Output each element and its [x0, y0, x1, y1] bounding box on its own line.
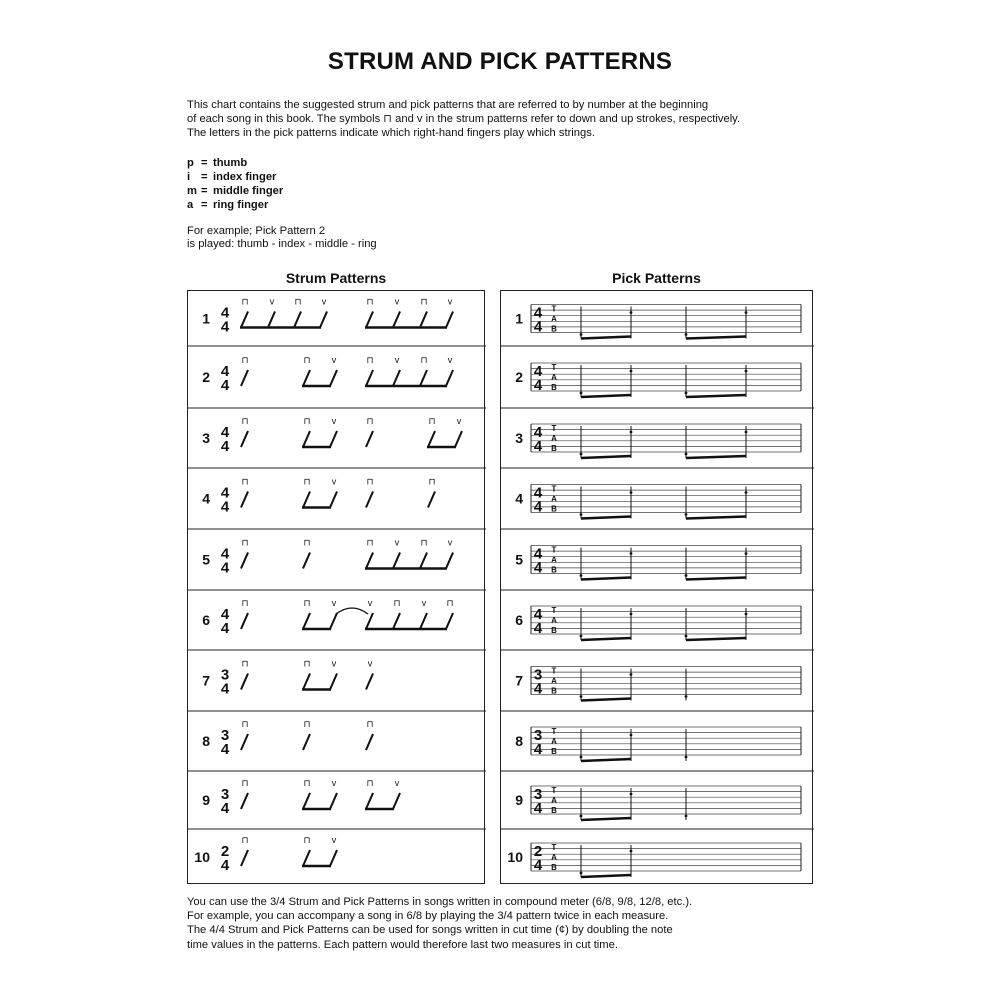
down-stroke-mark: ⊓ — [241, 719, 249, 729]
tab-letter: A — [551, 737, 557, 746]
strum-slash — [428, 431, 435, 447]
up-stroke-mark: v — [447, 355, 453, 365]
down-stroke-mark: ⊓ — [241, 778, 249, 788]
up-stroke-mark: v — [394, 296, 400, 307]
strum-slash — [241, 613, 248, 629]
tab-letter: B — [551, 806, 557, 815]
strum-slash — [366, 492, 373, 508]
footer-paragraph — [187, 895, 827, 952]
tab-letter: T — [551, 484, 557, 494]
pick-note — [630, 613, 633, 616]
pick-note — [630, 370, 633, 373]
down-stroke-mark: ⊓ — [366, 719, 374, 729]
time-signature-bottom: 4 — [220, 377, 230, 394]
down-stroke-mark: ⊓ — [294, 296, 302, 307]
pick-note — [685, 333, 688, 336]
pick-note — [580, 333, 583, 336]
pick-note — [580, 453, 583, 456]
legend-row: m = middle finger — [187, 185, 284, 197]
legend-label: thumb — [213, 157, 248, 169]
down-stroke-mark: ⊓ — [366, 416, 374, 426]
time-signature-bottom: 4 — [220, 498, 230, 516]
tab-letter: A — [551, 434, 557, 443]
example-line: is played: thumb - index - middle - ring — [187, 238, 377, 250]
strum-slash — [241, 370, 248, 386]
strum-slash — [366, 431, 373, 447]
pick-note — [745, 552, 748, 555]
tab-letter: T — [551, 606, 557, 615]
down-stroke-mark: ⊓ — [303, 835, 311, 845]
pick-note — [630, 311, 633, 314]
pick-note — [745, 431, 748, 434]
legend-row: i = index finger — [187, 171, 277, 183]
legend-key: i — [187, 171, 191, 183]
strum-patterns-panel — [187, 290, 485, 884]
pattern-number: 9 — [515, 792, 523, 808]
strum-slash — [420, 553, 427, 569]
pick-note — [685, 392, 688, 395]
strum-slash — [330, 492, 337, 508]
tab-letter: B — [551, 324, 557, 334]
tab-letter: B — [551, 383, 557, 392]
pick-note — [685, 574, 688, 577]
legend-label: index finger — [213, 171, 277, 183]
pattern-number: 4 — [515, 490, 523, 507]
time-signature-top: 3 — [533, 786, 543, 803]
time-signature-top: 4 — [533, 363, 543, 380]
down-stroke-mark: ⊓ — [366, 778, 374, 788]
pick-note — [580, 392, 583, 395]
strum-slash — [241, 553, 248, 569]
footer-line: time values in the patterns. Each pattern would therefore last two measures in cut time. — [187, 938, 618, 951]
time-signature-top: 3 — [533, 727, 543, 744]
strum-slash — [366, 312, 373, 328]
pattern-number: 8 — [515, 733, 523, 749]
strum-slash — [446, 312, 453, 328]
footer-line: The 4/4 Strum and Pick Patterns can be used for songs written in cut time (¢) by doubling the note — [187, 924, 673, 937]
pick-beam — [581, 759, 631, 761]
pick-note — [745, 311, 748, 314]
down-stroke-mark: ⊓ — [303, 476, 311, 487]
tab-letter: B — [551, 686, 557, 696]
pick-note — [580, 872, 583, 875]
time-signature-bottom: 4 — [533, 800, 543, 817]
pick-note — [685, 815, 688, 818]
pick-note — [630, 734, 633, 737]
strum-slash — [420, 613, 427, 629]
strum-slash — [303, 370, 310, 386]
time-signature-bottom: 4 — [220, 318, 230, 336]
down-stroke-mark: ⊓ — [241, 296, 249, 307]
down-stroke-mark: ⊓ — [303, 778, 311, 788]
up-stroke-mark: v — [421, 598, 427, 608]
time-signature-bottom: 4 — [533, 680, 543, 698]
time-signature-bottom: 4 — [533, 438, 543, 455]
up-stroke-mark: v — [331, 416, 337, 426]
pick-note — [685, 453, 688, 456]
pick-note — [745, 613, 748, 616]
strum-slash — [320, 312, 327, 328]
pick-beam — [581, 517, 631, 519]
tie-arc — [336, 608, 368, 614]
tab-letter: T — [551, 545, 557, 555]
strum-slash — [241, 312, 248, 328]
strum-slash — [330, 370, 337, 386]
tab-letter: A — [551, 373, 557, 382]
pick-patterns-panel — [500, 290, 813, 884]
time-signature-bottom: 4 — [220, 800, 230, 817]
strum-slash — [303, 674, 310, 690]
legend-label: ring finger — [213, 199, 269, 211]
down-stroke-mark: ⊓ — [366, 296, 374, 307]
legend-key: m — [187, 185, 197, 197]
strum-slash — [420, 370, 427, 386]
pick-beam — [581, 337, 631, 339]
strum-slash — [393, 613, 400, 629]
tab-letter: B — [551, 565, 557, 575]
strum-slash — [330, 431, 337, 447]
down-stroke-mark: ⊓ — [303, 598, 311, 608]
time-signature-top: 4 — [220, 484, 230, 502]
time-signature-top: 2 — [533, 843, 543, 860]
down-stroke-mark: ⊓ — [420, 355, 428, 365]
strum-slash — [303, 734, 310, 750]
time-signature-bottom: 4 — [533, 857, 543, 874]
strum-slash — [303, 850, 310, 866]
down-stroke-mark: ⊓ — [393, 598, 401, 608]
time-signature-bottom: 4 — [533, 498, 543, 516]
strum-slash — [428, 492, 435, 508]
tab-letter: T — [551, 843, 557, 852]
up-stroke-mark: v — [331, 355, 337, 365]
tab-letter: A — [551, 314, 557, 324]
up-stroke-mark: v — [331, 778, 337, 788]
legend-row: a = ring finger — [187, 199, 269, 211]
tab-letter: B — [551, 504, 557, 514]
strum-slash — [330, 613, 337, 629]
strum-slash — [366, 674, 373, 690]
time-signature-top: 4 — [220, 606, 230, 623]
strum-slash — [393, 370, 400, 386]
pattern-number: 10 — [507, 849, 523, 865]
time-signature-bottom: 4 — [220, 620, 230, 637]
strum-slash — [330, 674, 337, 690]
pick-beam — [581, 638, 631, 640]
pick-note — [630, 431, 633, 434]
time-signature-top: 4 — [533, 545, 543, 563]
strum-slash — [446, 613, 453, 629]
tab-letter: B — [551, 444, 557, 453]
down-stroke-mark: ⊓ — [303, 537, 311, 548]
strum-slash — [241, 793, 248, 809]
tab-letter: B — [551, 863, 557, 872]
pick-note — [630, 673, 633, 676]
pick-beam — [581, 395, 631, 397]
up-stroke-mark: v — [331, 835, 337, 845]
footer-line: For example, you can accompany a song in 6/8 by playing the 3/4 pattern twice in each measure. — [187, 910, 669, 923]
up-stroke-mark: v — [447, 537, 453, 548]
intro-line: The letters in the pick patterns indicate which right-hand fingers play which strings. — [187, 127, 595, 140]
pick-note — [685, 695, 688, 698]
intro-line: This chart contains the suggested strum and pick patterns that are referred to by number at the beginning — [187, 99, 709, 111]
time-signature-bottom: 4 — [533, 377, 543, 394]
strum-slash — [330, 850, 337, 866]
pattern-number: 5 — [515, 551, 523, 568]
pattern-number: 3 — [202, 430, 210, 446]
up-stroke-mark: v — [269, 296, 275, 307]
strum-slash — [241, 850, 248, 866]
pick-note — [630, 552, 633, 555]
down-stroke-mark: ⊓ — [303, 658, 311, 669]
time-signature-top: 3 — [220, 786, 230, 803]
strum-slash — [241, 674, 248, 690]
tab-letter: B — [551, 747, 557, 756]
time-signature-top: 3 — [220, 727, 230, 744]
down-stroke-mark: ⊓ — [366, 476, 374, 487]
pick-beam — [581, 818, 631, 820]
pattern-number: 6 — [202, 612, 210, 628]
down-stroke-mark: ⊓ — [303, 719, 311, 729]
pattern-number: 2 — [202, 369, 210, 385]
down-stroke-mark: ⊓ — [241, 476, 249, 487]
pattern-number: 4 — [202, 490, 210, 507]
strum-slash — [366, 370, 373, 386]
strum-slash — [294, 312, 301, 328]
tab-letter: T — [551, 363, 557, 372]
time-signature-top: 2 — [220, 843, 230, 860]
pick-note — [745, 370, 748, 373]
strum-slash — [303, 613, 310, 629]
down-stroke-mark: ⊓ — [428, 476, 436, 487]
strum-slash — [303, 431, 310, 447]
strum-slash — [446, 553, 453, 569]
pick-beam — [686, 638, 746, 640]
strum-slash — [268, 312, 275, 328]
strum-slash — [393, 312, 400, 328]
down-stroke-mark: ⊓ — [366, 537, 374, 548]
up-stroke-mark: v — [447, 296, 453, 307]
strum-patterns-drawing — [188, 291, 486, 885]
pick-beam — [581, 578, 631, 580]
time-signature-top: 3 — [220, 666, 230, 684]
pick-patterns-drawing — [501, 291, 814, 885]
pick-note — [745, 491, 748, 494]
finger-legend — [187, 156, 283, 212]
time-signature-top: 3 — [533, 666, 543, 684]
time-signature-top: 4 — [533, 304, 543, 322]
down-stroke-mark: ⊓ — [241, 355, 249, 365]
page-title: STRUM AND PICK PATTERNS — [327, 48, 673, 75]
time-signature-top: 4 — [220, 424, 230, 441]
up-stroke-mark: v — [394, 355, 400, 365]
time-signature-bottom: 4 — [220, 741, 230, 758]
strum-patterns-title: Strum Patterns — [285, 270, 387, 286]
up-stroke-mark: v — [331, 598, 337, 608]
up-stroke-mark: v — [331, 476, 337, 487]
time-signature-top: 4 — [220, 545, 230, 563]
up-stroke-mark: v — [367, 658, 373, 669]
intro-line: of each song in this book. The symbols ⊓ and v in the strum patterns refer to down and up strokes, respectively. — [187, 113, 741, 126]
pattern-number: 6 — [515, 612, 523, 628]
down-stroke-mark: ⊓ — [303, 416, 311, 426]
pattern-number: 2 — [515, 369, 523, 385]
strum-slash — [330, 793, 337, 809]
tab-letter: B — [551, 626, 557, 635]
strum-slash — [366, 793, 373, 809]
down-stroke-mark: ⊓ — [241, 537, 249, 548]
time-signature-bottom: 4 — [220, 559, 230, 577]
pattern-number: 5 — [202, 551, 210, 568]
pick-note — [685, 635, 688, 638]
legend-key: a — [187, 199, 194, 211]
time-signature-bottom: 4 — [533, 559, 543, 577]
tab-letter: T — [551, 727, 557, 736]
strum-slash — [446, 370, 453, 386]
strum-slash — [366, 553, 373, 569]
pick-beam — [686, 578, 746, 580]
time-signature-top: 4 — [220, 304, 230, 322]
strum-slash — [393, 553, 400, 569]
example-text — [187, 225, 377, 251]
strum-slash — [420, 312, 427, 328]
pick-note — [685, 513, 688, 516]
pick-beam — [686, 395, 746, 397]
pick-note — [630, 793, 633, 796]
pattern-number: 9 — [202, 792, 210, 808]
example-line: For example; Pick Pattern 2 — [187, 225, 326, 237]
up-stroke-mark: v — [394, 537, 400, 548]
strum-slash — [393, 793, 400, 809]
pick-note — [630, 850, 633, 853]
pattern-number: 7 — [515, 672, 523, 689]
footer-line: You can use the 3/4 Strum and Pick Patterns in songs written in compound meter (6/8, 9/8, 12/8, etc.). — [187, 896, 693, 908]
intro-paragraph — [187, 98, 827, 141]
pattern-number: 10 — [194, 849, 210, 865]
strum-slash — [241, 734, 248, 750]
time-signature-top: 4 — [220, 363, 230, 380]
pick-note — [580, 635, 583, 638]
tab-letter: T — [551, 424, 557, 433]
down-stroke-mark: ⊓ — [446, 598, 454, 608]
down-stroke-mark: ⊓ — [366, 355, 374, 365]
pick-note — [580, 815, 583, 818]
tab-letter: A — [551, 555, 557, 565]
up-stroke-mark: v — [321, 296, 327, 307]
pick-beam — [686, 517, 746, 519]
pattern-number: 8 — [202, 733, 210, 749]
tab-letter: A — [551, 676, 557, 686]
pick-note — [685, 756, 688, 759]
strum-slash — [455, 431, 462, 447]
pattern-number: 3 — [515, 430, 523, 446]
pattern-number: 7 — [202, 672, 210, 689]
down-stroke-mark: ⊓ — [428, 416, 436, 426]
legend-label: middle finger — [213, 185, 284, 197]
pick-beam — [581, 875, 631, 877]
time-signature-bottom: 4 — [533, 620, 543, 637]
up-stroke-mark: v — [456, 416, 462, 426]
up-stroke-mark: v — [394, 778, 400, 788]
time-signature-top: 4 — [533, 484, 543, 502]
tab-letter: T — [551, 304, 557, 314]
pick-note — [580, 513, 583, 516]
tab-letter: A — [551, 796, 557, 805]
pick-beam — [581, 699, 631, 701]
legend-row: p = thumb — [187, 157, 248, 169]
down-stroke-mark: ⊓ — [303, 355, 311, 365]
down-stroke-mark: ⊓ — [241, 416, 249, 426]
tab-letter: T — [551, 786, 557, 795]
down-stroke-mark: ⊓ — [420, 296, 428, 307]
time-signature-bottom: 4 — [220, 857, 230, 874]
down-stroke-mark: ⊓ — [241, 835, 249, 845]
strum-slash — [241, 431, 248, 447]
down-stroke-mark: ⊓ — [420, 537, 428, 548]
down-stroke-mark: ⊓ — [241, 658, 249, 669]
pick-note — [580, 695, 583, 698]
tab-letter: A — [551, 494, 557, 504]
down-stroke-mark: ⊓ — [241, 598, 249, 608]
pick-beam — [686, 337, 746, 339]
legend-key: p — [187, 157, 194, 169]
strum-slash — [303, 793, 310, 809]
tab-letter: A — [551, 616, 557, 625]
pick-beam — [686, 456, 746, 458]
up-stroke-mark: v — [331, 658, 337, 669]
strum-slash — [241, 492, 248, 508]
up-stroke-mark: v — [367, 598, 373, 608]
pick-note — [580, 756, 583, 759]
pick-patterns-title: Pick Patterns — [612, 270, 701, 286]
time-signature-bottom: 4 — [220, 438, 230, 455]
tab-letter: A — [551, 853, 557, 862]
pick-note — [630, 491, 633, 494]
strum-slash — [366, 734, 373, 750]
time-signature-top: 4 — [533, 424, 543, 441]
time-signature-bottom: 4 — [220, 680, 230, 698]
pattern-number: 1 — [515, 310, 523, 327]
pattern-number: 1 — [202, 310, 210, 327]
time-signature-bottom: 4 — [533, 318, 543, 336]
strum-slash — [303, 492, 310, 508]
tab-letter: T — [551, 666, 557, 676]
time-signature-top: 4 — [533, 606, 543, 623]
pick-beam — [581, 456, 631, 458]
time-signature-bottom: 4 — [533, 741, 543, 758]
pick-note — [580, 574, 583, 577]
strum-slash — [366, 613, 373, 629]
strum-slash — [303, 553, 310, 569]
